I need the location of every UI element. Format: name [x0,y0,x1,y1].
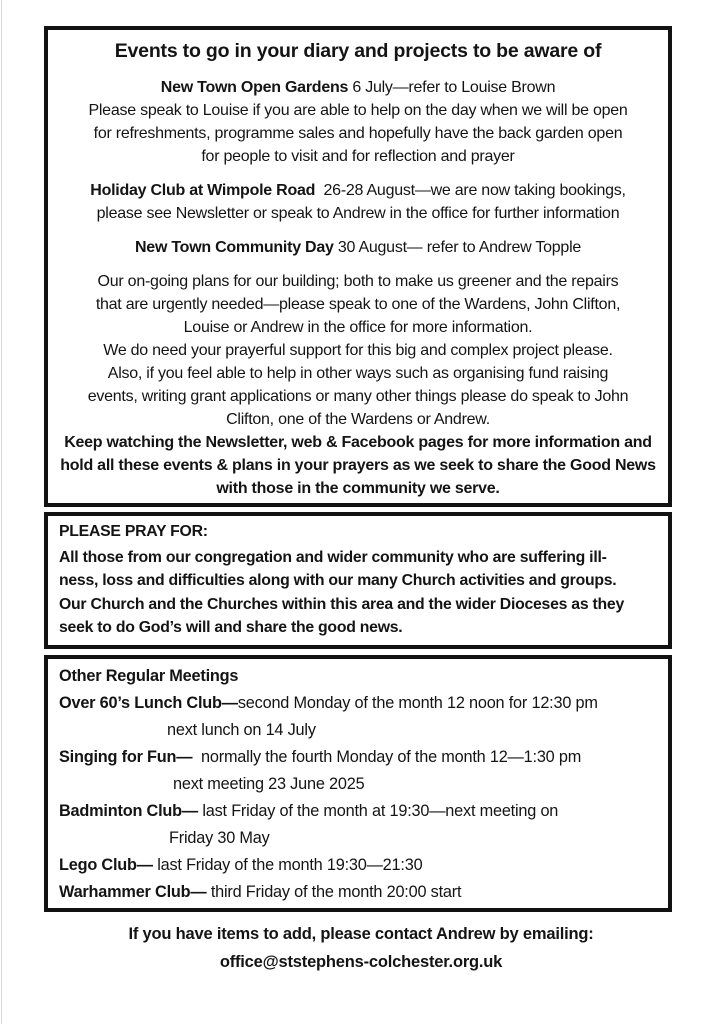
text-line [59,546,656,569]
events-box-title: Events to go in your diary and projects to be aware of [114,40,602,62]
bold-text-run: Warhammer Club— [59,883,211,901]
text-run: for people to visit and for reflection and prayer [201,148,515,165]
text-run: Louise or Andrew in the office for more information. [183,319,533,336]
text-line [59,593,656,616]
text-run: 30 August— refer to Andrew Topple [337,239,582,256]
text-line [59,717,656,744]
text-line [59,771,656,798]
meetings-box-heading: Other Regular Meetings [59,667,239,685]
bold-text-run: hold all these events & plans in your prayers as we seek to share the Good News [60,457,656,474]
text-line [60,179,656,202]
event-paragraph [60,179,656,225]
text-run: events, writing grant applications or many other things please do speak to John [87,388,629,405]
text-line [60,316,656,339]
text-line [60,454,656,477]
text-line [59,798,656,825]
text-line [60,385,656,408]
footer-contact [0,921,722,976]
pray-box-heading: PLEASE PRAY FOR: [59,523,208,540]
text-line [59,569,656,592]
bold-text-run: Badminton Club— [59,802,203,820]
text-line [60,408,656,431]
text-line [60,145,656,168]
text-run: last Friday of the month 19:30—21:30 [157,856,423,874]
bold-text-run: New Town Open Gardens [160,79,353,96]
text-line [59,744,656,771]
text-line [60,293,656,316]
text-run: that are urgently needed—please speak to one of the Wardens, John Clifton, [95,296,621,313]
text-run: 6 July—refer to Louise Brown [352,79,556,96]
text-line [60,477,656,500]
bold-text-run: Singing for Fun— [59,748,197,766]
text-line [60,76,656,99]
meetings-box-body [59,690,656,906]
text-run: ness, loss and difficulties along with our many Church activities and groups. [59,572,617,590]
text-run: second Monday of the month 12 noon for 12:30 pm [237,694,598,712]
text-run: Friday 30 May [169,829,270,847]
text-run: Also, if you feel able to help in other ways such as organising fund raising [107,365,609,382]
bold-text-run: Over 60’s Lunch Club— [59,694,238,712]
footer-contact-line: If you have items to add, please contact Andrew by emailing: [128,925,594,943]
text-run: Our on-going plans for our building; both to make us greener and the repairs [97,273,619,290]
text-run: last Friday of the month at 19:30—next meeting on [202,802,559,820]
text-run: third Friday of the month 20:00 start [210,883,462,901]
text-run: 26-28 August—we are now taking bookings, [319,182,626,199]
text-line [60,362,656,385]
bold-text-run: Lego Club— [59,856,158,874]
text-line [59,825,656,852]
text-line [59,616,656,639]
text-run: We do need your prayerful support for this big and complex project please. [103,342,613,359]
pray-box [44,512,672,649]
footer-email: office@ststephens-colchester.org.uk [219,952,503,971]
text-line [59,852,656,879]
text-run: Our Church and the Churches within this area and the wider Dioceses as they [59,595,624,613]
text-line [60,339,656,362]
events-box-body [60,76,656,500]
event-paragraph [60,270,656,500]
text-run: normally the fourth Monday of the month 12—1:30 pm [196,748,582,766]
text-run: seek to do God’s will and share the good news. [59,618,403,636]
text-run: Clifton, one of the Wardens or Andrew. [226,411,490,428]
text-line [59,690,656,717]
bold-text-run: New Town Community Day [134,239,338,256]
text-line [60,236,656,259]
text-run: Please speak to Louise if you are able to help on the day when we will be open [88,102,628,119]
text-run: next meeting 23 June 2025 [173,775,365,793]
text-line [60,270,656,293]
text-line [59,879,656,906]
bold-text-run: Holiday Club at Wimpole Road [90,182,320,199]
meetings-box [44,655,672,912]
text-line [60,202,656,225]
pray-box-body [59,546,656,639]
text-run: All those from our congregation and wider community who are suffering ill- [59,549,607,567]
event-paragraph [60,236,656,259]
text-run: next lunch on 14 July [167,721,316,739]
events-box [44,26,672,507]
event-paragraph [60,76,656,168]
bold-text-run: with those in the community we serve. [216,480,500,497]
page-edge-line [1,0,2,1024]
text-line [60,431,656,454]
text-line [60,99,656,122]
text-run: please see Newsletter or speak to Andrew in the office for further information [96,205,620,222]
bold-text-run: Keep watching the Newsletter, web & Facebook pages for more information and [64,434,652,451]
text-run: for refreshments, programme sales and hopefully have the back garden open [93,125,623,142]
text-line [60,122,656,145]
